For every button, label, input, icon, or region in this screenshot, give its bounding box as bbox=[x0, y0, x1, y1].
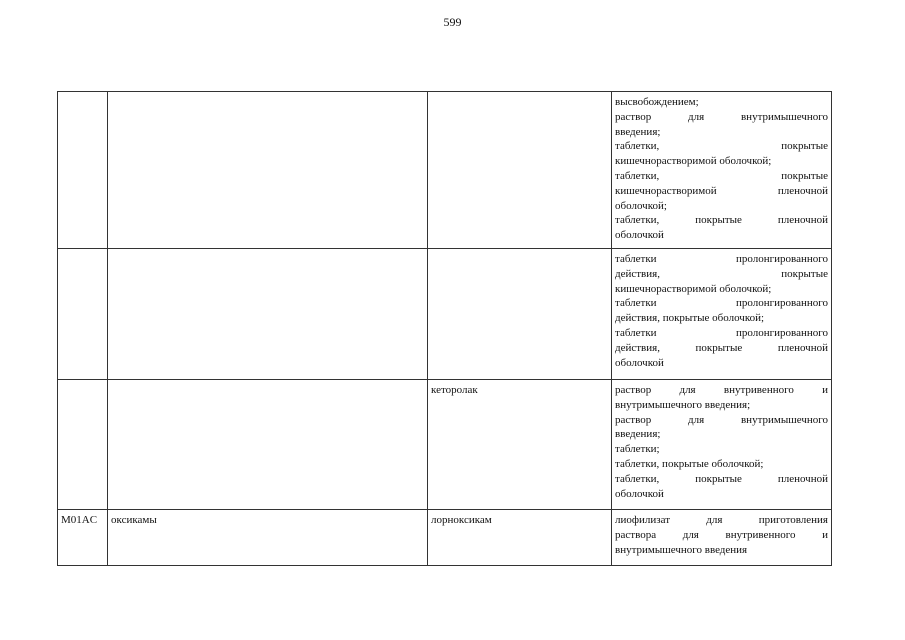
dosage-form-line: раствора для внутривенного и bbox=[615, 528, 828, 541]
dosage-form-line: раствор для внутримышечного bbox=[615, 413, 828, 426]
dosage-form-line: раствор для внутримышечного bbox=[615, 110, 828, 123]
dosage-form-cell bbox=[612, 380, 832, 510]
table-row bbox=[58, 510, 832, 566]
dosage-form-line: таблетки, покрытые пленочной bbox=[615, 472, 828, 485]
dosage-form-line: оболочкой; bbox=[615, 199, 667, 212]
dosage-form-cell bbox=[612, 510, 832, 566]
dosage-form-line: внутримышечного введения; bbox=[615, 398, 751, 411]
dosage-form-line: действия, покрытые оболочкой; bbox=[615, 312, 765, 325]
dosage-form-line: раствор для внутривенного и bbox=[615, 384, 828, 396]
table-row bbox=[58, 380, 832, 510]
dosage-form-line: таблетки; bbox=[615, 443, 660, 456]
group-name-cell bbox=[108, 249, 428, 380]
atc-code-cell bbox=[58, 380, 108, 510]
dosage-form-line: таблетки пролонгированного bbox=[615, 253, 828, 265]
dosage-form-line: таблетки, покрытые пленочной bbox=[615, 214, 828, 227]
dosage-form-line: оболочкой bbox=[615, 487, 664, 500]
dosage-form-line: введения; bbox=[615, 428, 661, 441]
dosage-form-line: таблетки пролонгированного bbox=[615, 297, 828, 310]
dosage-form-line: оболочкой bbox=[615, 356, 664, 369]
page-number: 599 bbox=[443, 15, 462, 29]
dosage-form-cell bbox=[612, 92, 832, 249]
dosage-form-cell bbox=[612, 249, 832, 380]
dosage-form-line: кишечнорастворимой пленочной bbox=[615, 184, 828, 197]
drug-name-cell bbox=[428, 249, 612, 380]
dosage-form-line: таблетки, покрытые bbox=[615, 169, 828, 182]
dosage-form-line: внутримышечного введения bbox=[615, 543, 748, 556]
dosage-form-line: введения; bbox=[615, 125, 661, 138]
drug-name-cell: лорноксикам bbox=[428, 510, 612, 566]
atc-code-cell bbox=[58, 92, 108, 249]
drug-name-cell bbox=[428, 92, 612, 249]
group-name-cell bbox=[108, 380, 428, 510]
drug-table bbox=[57, 91, 832, 566]
dosage-form-line: лиофилизат для приготовления bbox=[615, 514, 828, 526]
dosage-form-line: таблетки, покрытые bbox=[615, 140, 828, 153]
table-row bbox=[58, 249, 832, 380]
table-body bbox=[58, 92, 832, 566]
atc-code-cell: M01AC bbox=[58, 510, 108, 566]
table-row bbox=[58, 92, 832, 249]
dosage-form-line: кишечнорастворимой оболочкой; bbox=[615, 155, 772, 168]
group-name-cell bbox=[108, 92, 428, 249]
dosage-form-line: высвобождением; bbox=[615, 96, 699, 108]
drug-name-cell: кеторолак bbox=[428, 380, 612, 510]
dosage-form-line: кишечнорастворимой оболочкой; bbox=[615, 282, 772, 295]
dosage-form-line: оболочкой bbox=[615, 229, 664, 242]
dosage-form-line: таблетки, покрытые оболочкой; bbox=[615, 457, 764, 470]
dosage-form-line: действия, покрытые bbox=[615, 267, 828, 280]
dosage-form-line: действия, покрытые пленочной bbox=[615, 341, 828, 354]
dosage-form-line: таблетки пролонгированного bbox=[615, 326, 828, 339]
atc-code-cell bbox=[58, 249, 108, 380]
group-name-cell: оксикамы bbox=[108, 510, 428, 566]
